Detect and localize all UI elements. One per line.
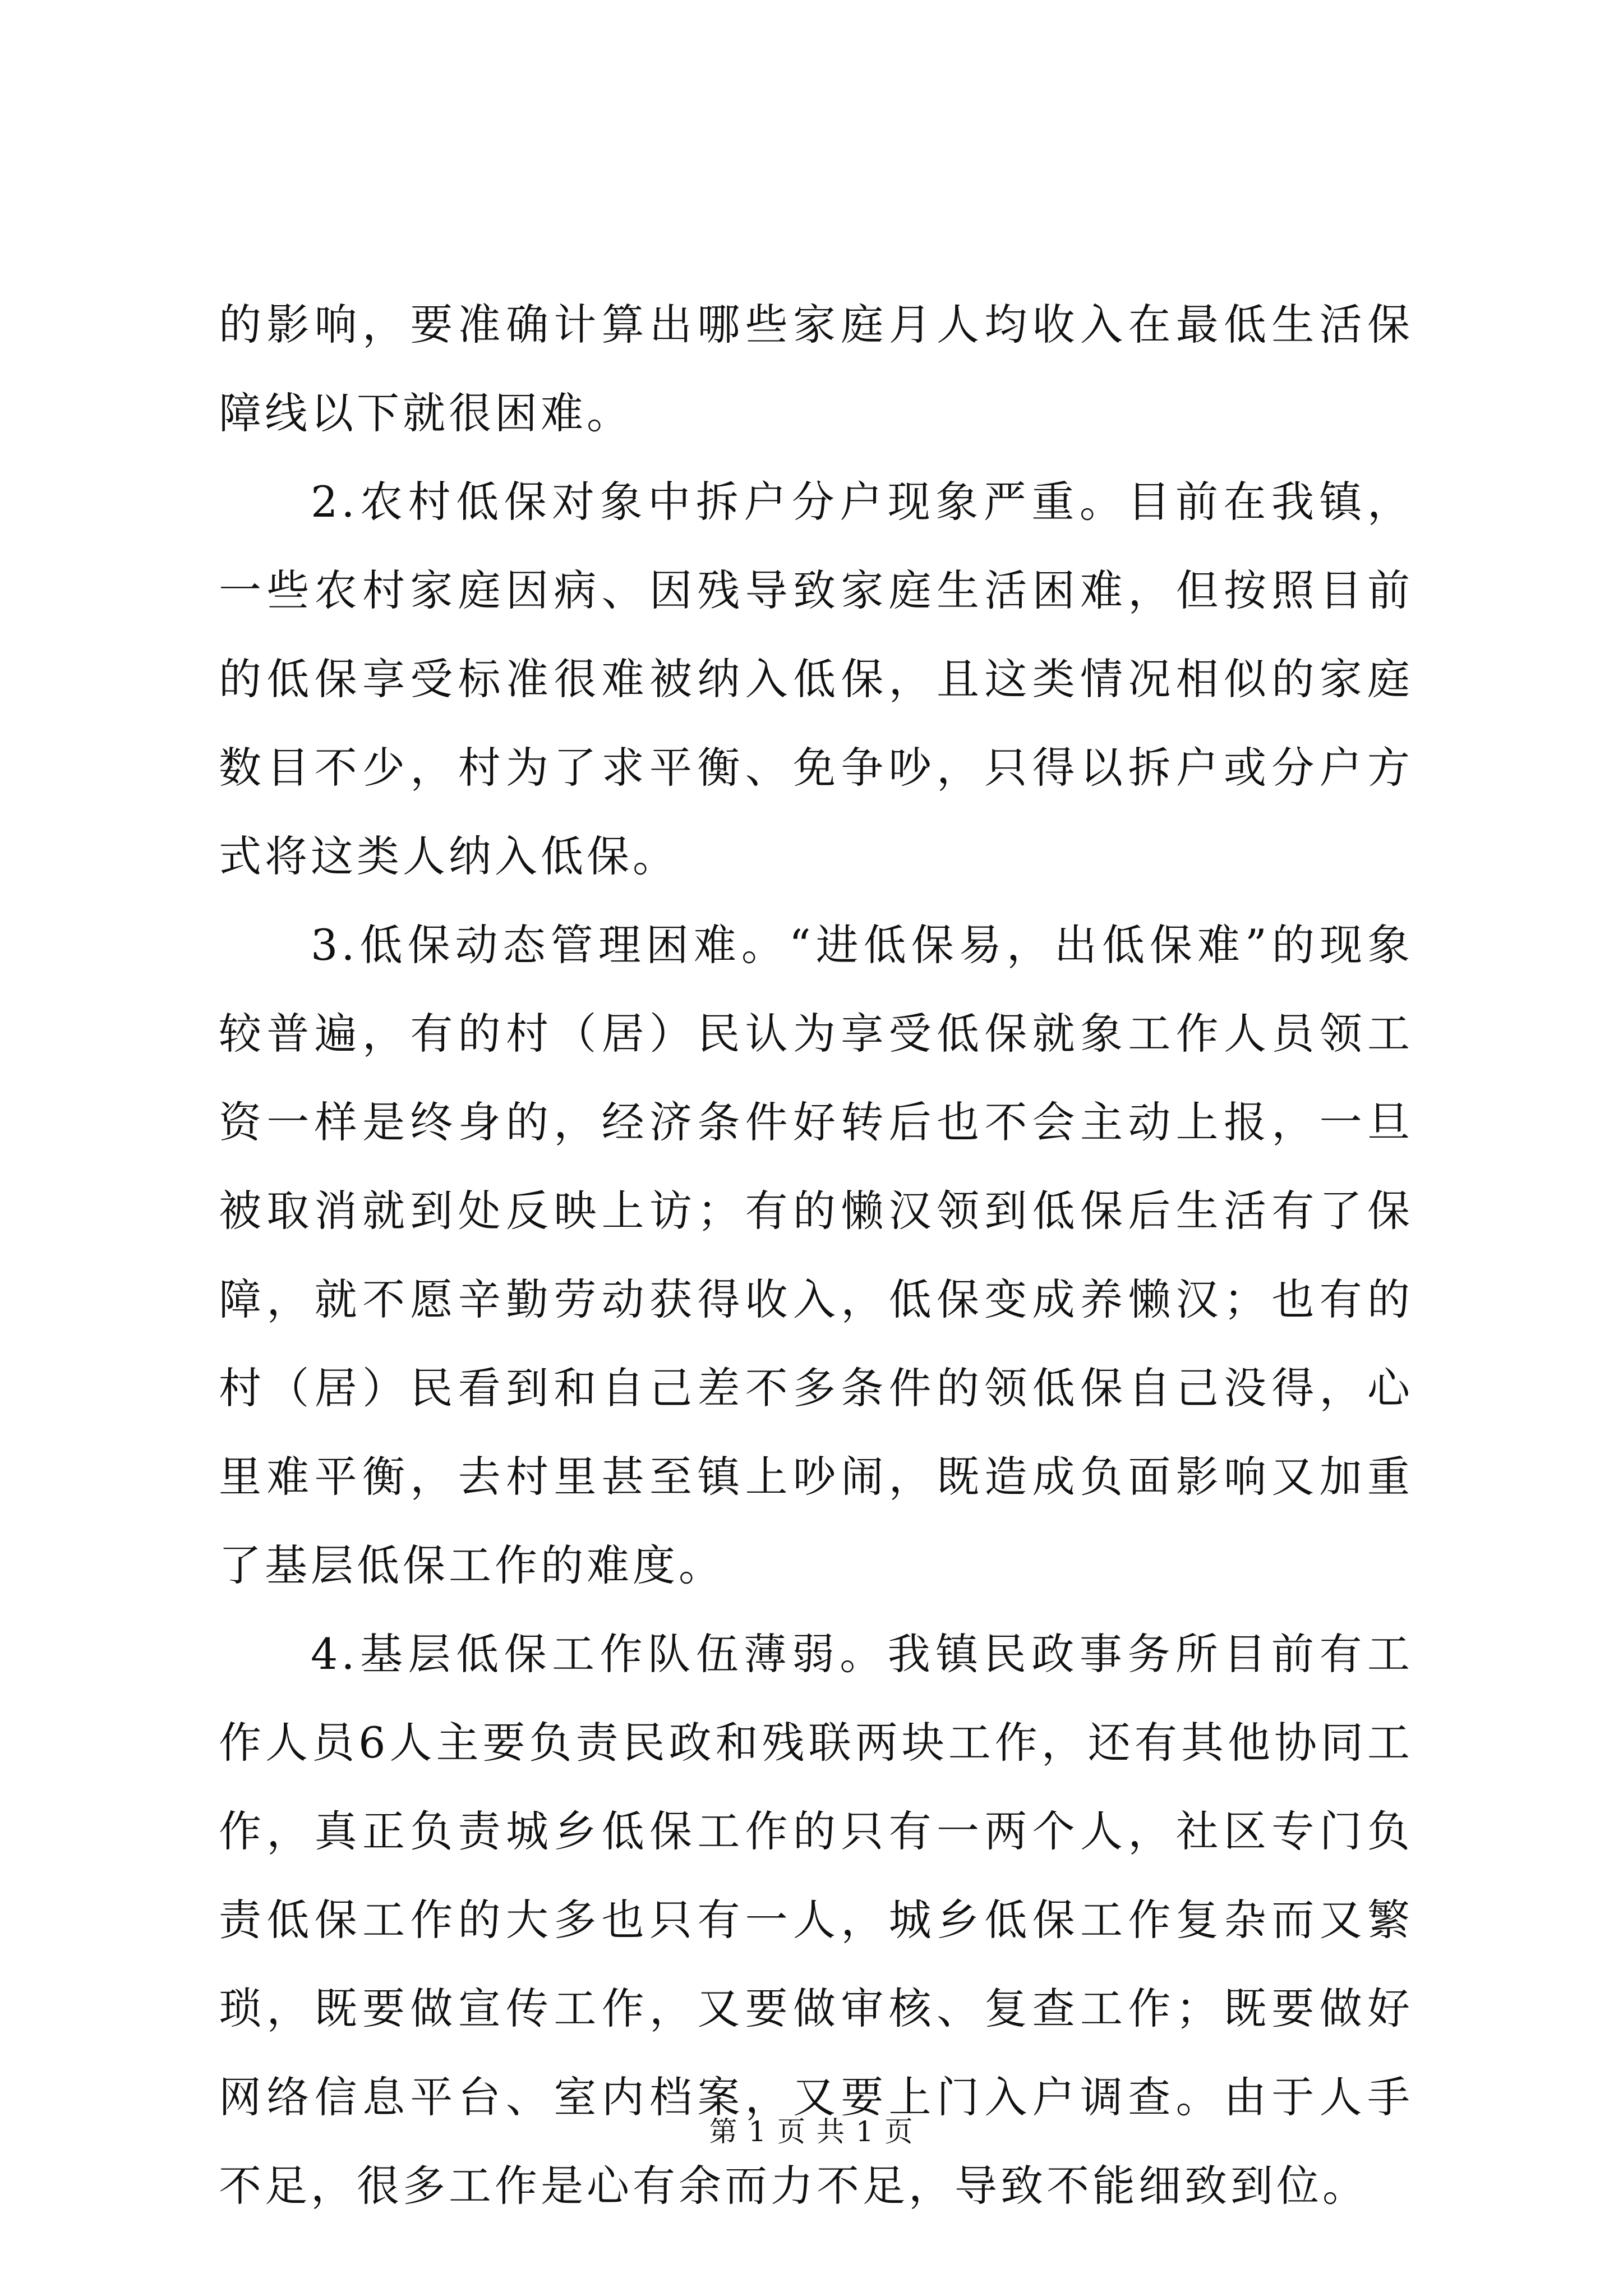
page-number-footer: 第 1 页 共 1 页 xyxy=(709,2115,914,2148)
paragraph-item-4: 4.基层低保工作队伍薄弱。我镇民政事务所目前有工作人员6人主要负责民政和残联两块工作，还有其他协同工作，真正负责城乡低保工作的只有一两个人，社区专门负责低保工作的大多也只有一人，城乡低保工作复杂而又繁琐，既要做宣传工作，又要做审核、复查工作；既要做好网络信息平台、室内档案，又要上门入户调查。由于人手不足，很多工作是心有余而力不足，导致不能细致到位。 xyxy=(219,1629,1413,2211)
paragraph-item-3: 3.低保动态管理困难。“进低保易，出低保难”的现象较普遍，有的村（居）民认为享受低保就象工作人员领工资一样是终身的，经济条件好转后也不会主动上报，一旦被取消就到处反映上访；有的懒汉领到低保后生活有了保障，就不愿辛勤劳动获得收入，低保变成养懒汉；也有的村（居）民看到和自己差不多条件的领低保自己没得，心里难平衡，去村里甚至镇上吵闹，既造成负面影响又加重了基层低保工作的难度。 xyxy=(219,920,1413,1590)
paragraph-continuation: 的影响，要准确计算出哪些家庭月人均收入在最低生活保障线以下就很困难。 xyxy=(219,300,1413,438)
document-body xyxy=(219,280,1413,2230)
paragraph-item-2: 2.农村低保对象中拆户分户现象严重。目前在我镇，一些农村家庭因病、因残导致家庭生活困难，但按照目前的低保享受标准很难被纳入低保，且这类情况相似的家庭数目不少，村为了求平衡、免争吵，只得以拆户或分户方式将这类人纳入低保。 xyxy=(219,477,1413,881)
